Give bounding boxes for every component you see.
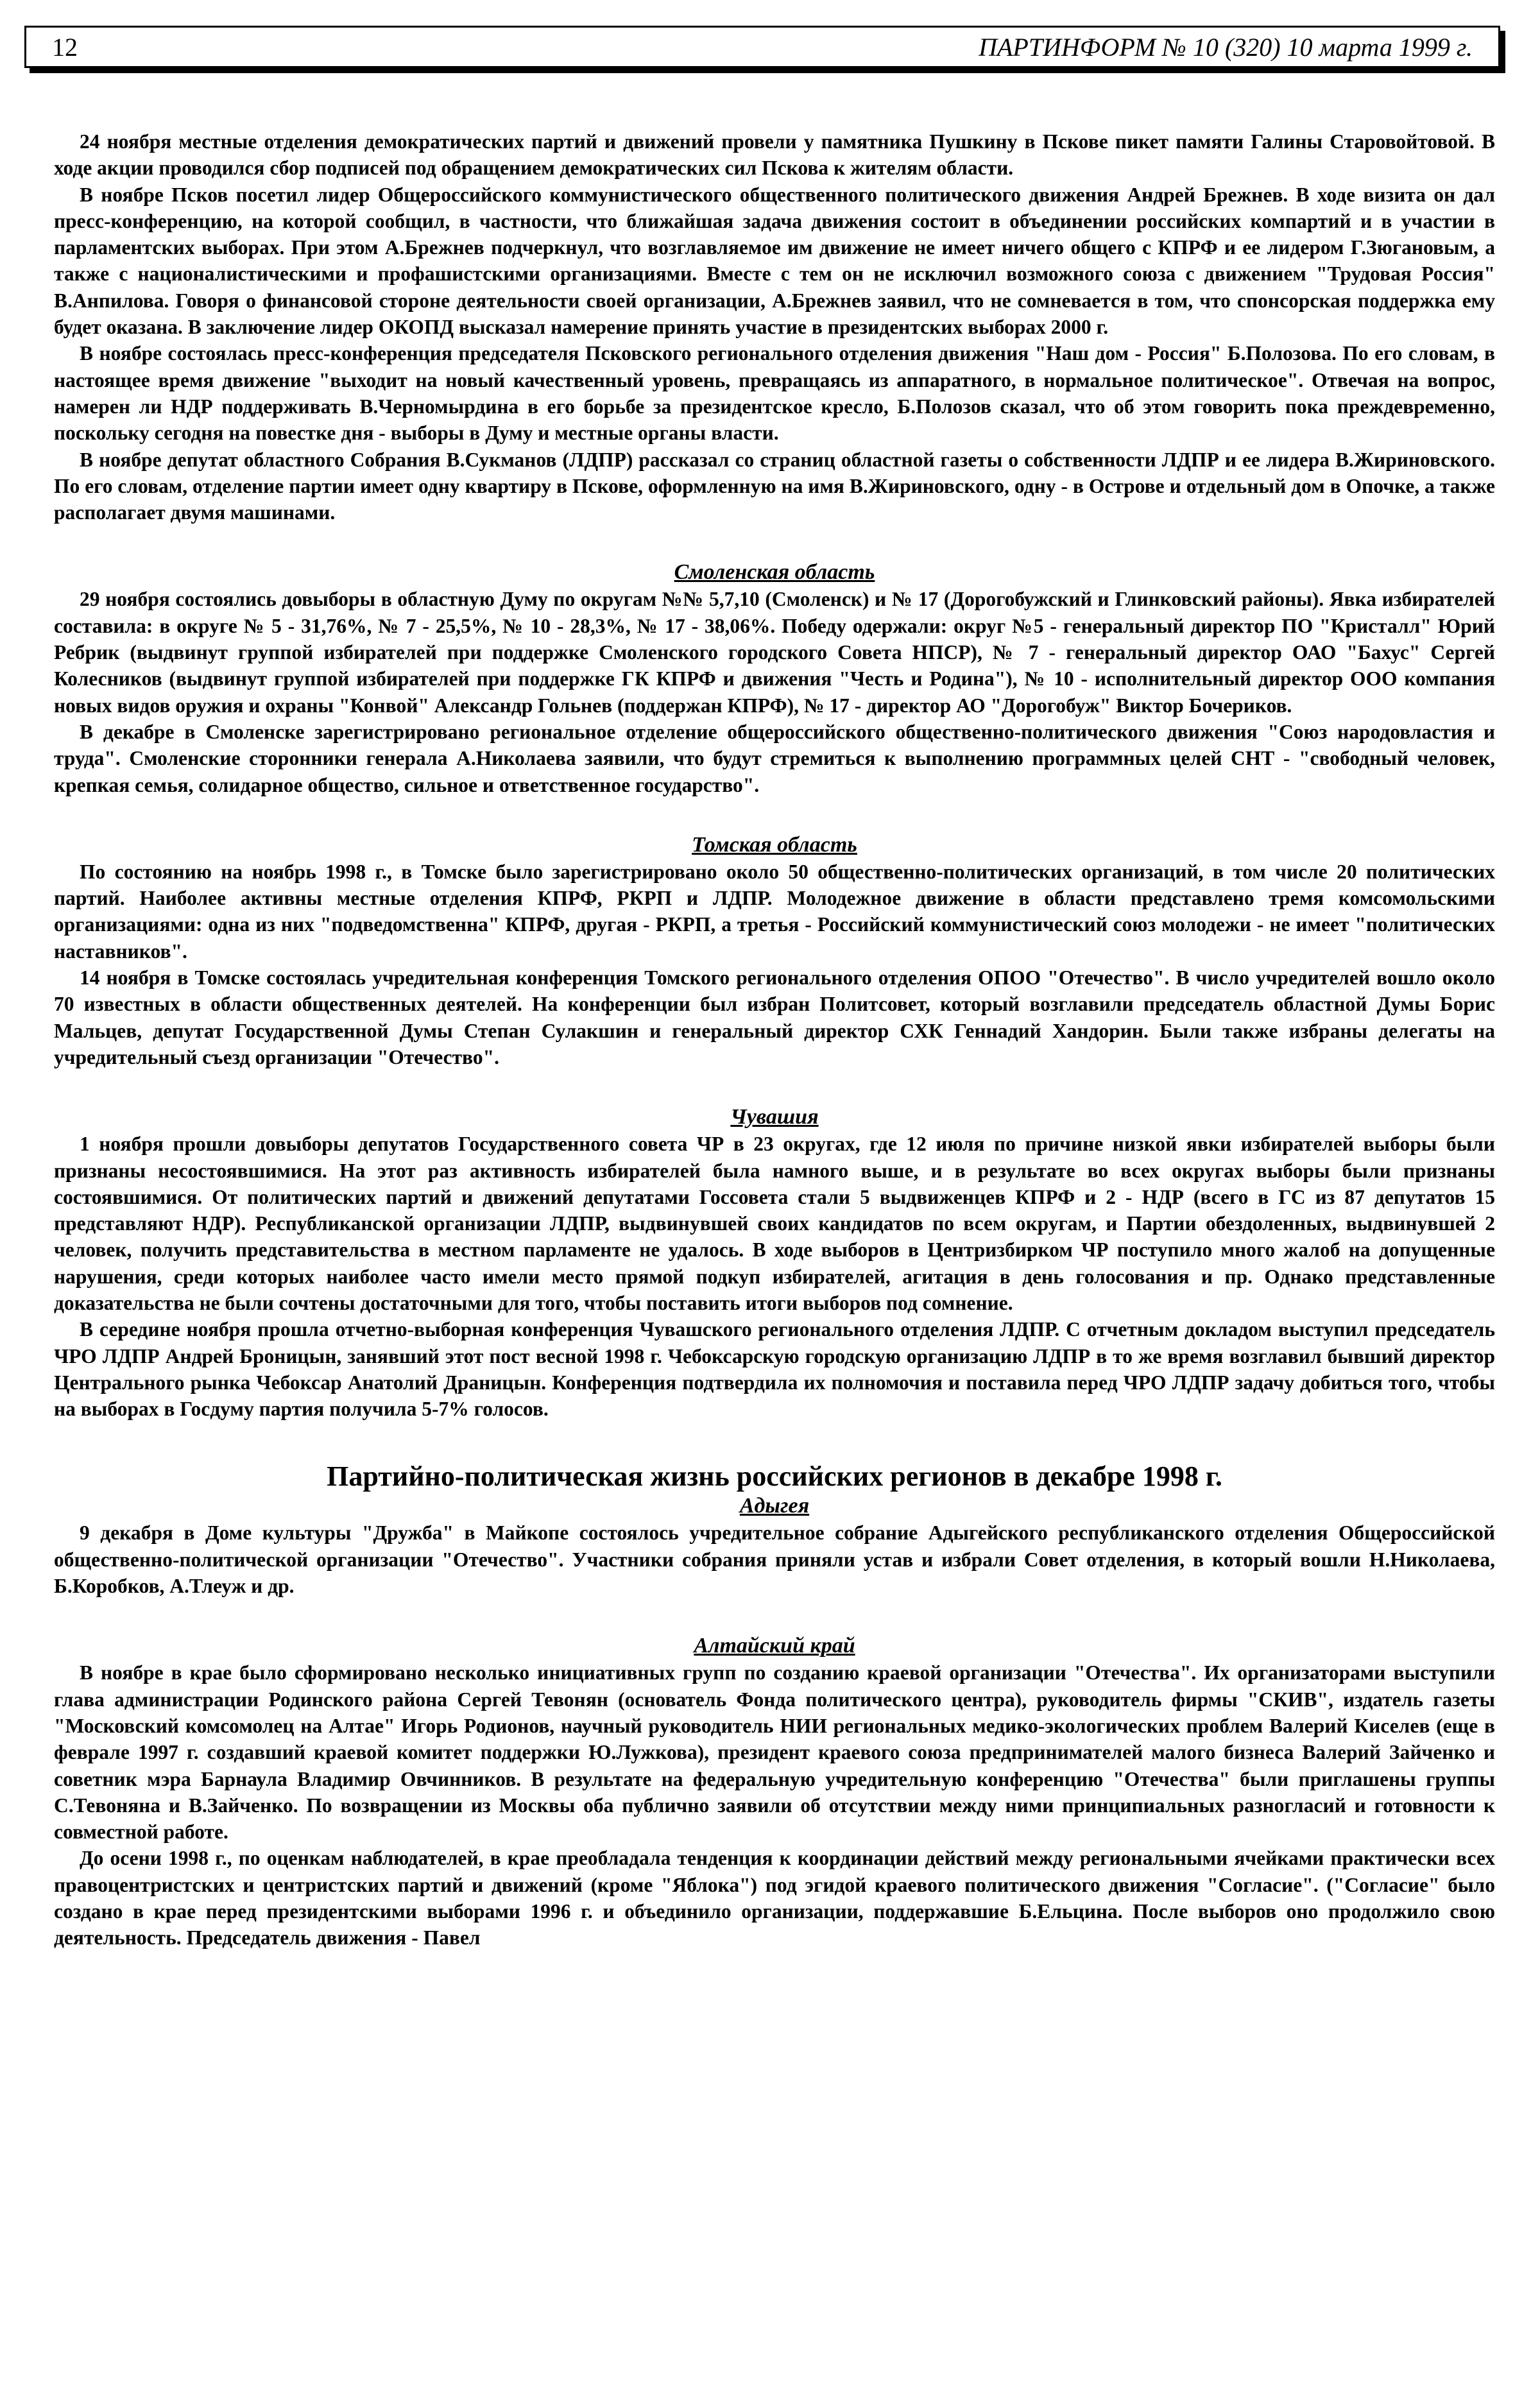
paragraph: 14 ноября в Томске состоялась учредительная конференция Томского регионального отделения ОПОО "Отечество". В число учредителей вошло около 70 известных в области общественных деятелей. На конференции был избран Политсовет, который возглавили председатель областной Думы Борис Мальцев, депутат Государственной Думы Степан Сулакшин и генеральный директор СХК Геннадий Хандорин. Были также избраны делегаты на учредительный съезд организации "Отечество". [54, 966, 1495, 1068]
article-body [54, 128, 1495, 1951]
paragraph: В декабре в Смоленске зарегистрировано региональное отделение общероссийского общественно-политического движения "Союз народовластия и труда". Смоленские сторонники генерала А.Николаева заявили, что будут стремиться к выполнению программных целей СНТ - "свободный человек, крепкая семья, солидарное общество, сильное и ответственное государство". [54, 720, 1495, 796]
paragraph: По состоянию на ноябрь 1998 г., в Томске было зарегистрировано около 50 общественно-политических организаций, в том числе 20 политических партий. Наиболее активны местные отделения КПРФ, РКРП и ЛДПР. Молодежное движение в области представлено тремя комсомольскими организациями: одна из них "подведомственна" КПРФ, другая - РКРП, а третья - Российский коммунистический союз молодежи - не имеет "политических наставников". [54, 860, 1495, 963]
paragraph: 1 ноября прошли довыборы депутатов Государственного совета ЧР в 23 округах, где 12 июля по причине низкой явки избирателей выборы были признаны несостоявшимися. На этот раз активность избирателей была намного выше, и в результате во всех округах выборы были признаны состоявшимися. От политических партий и движений депутатами Госсовета стали 5 выдвиженцев КПРФ и 2 - НДР (всего в ГС из 87 депутатов 15 представляют НДР). Республиканской организации ЛДПР, выдвинувшей своих кандидатов по всем округам, и Партии обездоленных, выдвинувшей 2 человек, получить представительства в местном парламенте не удалось. В ходе выборов в Центризбирком ЧР поступило много жалоб на допущенные нарушения, среди которых наиболее часто имели место прямой подкуп избирателей, агитация в день голосования и пр. Однако представленные доказательства не были сочтены достаточными для того, чтобы поставить итоги выборов под сомнение. [54, 1133, 1495, 1314]
paragraph: В ноябре Псков посетил лидер Общероссийского коммунистического общественного политического движения Андрей Брежнев. В ходе визита он дал пресс-конференцию, на которой сообщил, в частности, что ближайшая задача движения состоит в объединении российских компартий и в участии в парламентских выборах. При этом А.Брежнев подчеркнул, что возглавляемое им движение не имеет ничего общего с КПРФ и ее лидером Г.Зюгановым, а также с националистическими и профашистскими организациями. Вместе с тем он не исключил возможного союза с движением "Трудовая Россия" В.Анпилова. Говоря о финансовой стороне деятельности своей организации, А.Брежнев заявил, что не сомневается в том, что спонсорская поддержка ему будет оказана. В заключение лидер ОКОПД высказал намерение принять участие в президентских выборах 2000 г. [54, 183, 1495, 339]
paragraph: 24 ноября местные отделения демократических партий и движений провели у памятника Пушкину в Пскове пикет памяти Галины Старовойтовой. В ходе акции проводился сбор подписей под обращением демократических сил Пскова к жителям области. [54, 130, 1495, 180]
paragraph: В середине ноября прошла отчетно-выборная конференция Чувашского регионального отделения ЛДПР. С отчетным докладом выступил председатель ЧРО ЛДПР Андрей Броницын, занявший этот пост весной 1998 г. Чебоксарскую городскую организацию ЛДПР в то же время возглавил бывший директор Центрального рынка Чебоксар Анатолий Драницын. Конференция подтвердила их полномочия и поставила перед ЧРО ЛДПР задачу добиться того, чтобы на выборах в Госдуму партия получила 5-7% голосов. [54, 1318, 1495, 1421]
section-heading-altai: Алтайский край [694, 1634, 855, 1658]
paragraph: 9 декабря в Доме культуры "Дружба" в Майкопе состоялось учредительное собрание Адыгейского республиканского отделения Общероссийской общественно-политической организации "Отечество". Участники собрания приняли устав и избрали Совет отделения, в который вошли Н.Николаева, Б.Коробков, А.Тлеуж и др. [54, 1521, 1495, 1598]
paragraph: В ноябре в крае было сформировано несколько инициативных групп по созданию краевой организации "Отечества". Их организаторами выступили глава администрации Родинского района Сергей Тевонян (основатель Фонда политического центра), руководитель фирмы "СКИВ", издатель газеты "Московский комсомолец на Алтае" Игорь Родионов, научный руководитель НИИ региональных медико-экологических проблем Валерий Киселев (еще в феврале 1997 г. создавший краевой комитет поддержки Ю.Лужкова), президент краевого союза предпринимателей малого бизнеса Валерий Зайченко и советник мэра Барнаула Владимир Овчинников. В результате на федеральную учредительную конференцию "Отечества" были приглашены группы С.Тевоняна и В.Зайченко. По возвращении из Москвы оба публично заявили об отсутствии между ними принципиальных разногласий и готовности к совместной работе. [54, 1661, 1495, 1844]
paragraph: До осени 1998 г., по оценкам наблюдателей, в крае преобладала тенденция к координации действий между региональными ячейками практически всех правоцентристских и центристских партий и движений (кроме "Яблока") под эгидой краевого политического движения "Согласие". ("Согласие" было создано в крае перед президентскими выборами 1996 г. и объединило организации, поддержавшие Б.Ельцина. После выборов оно продолжило свою деятельность. Председатель движения - Павел [54, 1847, 1495, 1949]
paragraph: В ноябре депутат областного Собрания В.Сукманов (ЛДПР) рассказал со страниц областной газеты о собственности ЛДПР и ее лидера В.Жириновского. По его словам, отделение партии имеет одну квартиру в Пскове, оформленную на имя В.Жириновского, одну - в Острове и отдельный дом в Опочке, а также располагает двумя машинами. [54, 448, 1495, 524]
page-number: 12 [52, 32, 78, 62]
paragraph: 29 ноября состоялись довыборы в областную Думу по округам №№ 5,7,10 (Смоленск) и № 17 (Дорогобужский и Глинковский районы). Явка избирателей составила: в округе № 5 - 31,76%, № 7 - 25,5%, № 10 - 28,3%, № 17 - 38,06%. Победу одержали: округ №5 - генеральный директор ПО "Кристалл" Юрий Ребрик (выдвинут группой избирателей при поддержке Смоленского городского Совета НПСР), № 7 - генеральный директор ОАО "Бахус" Сергей Колесников (выдвинут группой избирателей при поддержке ГК КПРФ и движения "Честь и Родина"), № 10 - исполнительный директор ООО компания новых видов оружия и охраны "Конвой" Александр Гольнев (поддержан КПРФ), № 17 - директор АО "Дорогобуж" Виктор Бочериков. [54, 588, 1495, 717]
section-heading-adygea: Адыгея [739, 1494, 810, 1518]
section-heading-smolensk: Смоленская область [674, 560, 875, 585]
main-heading: Партийно-политическая жизнь российских регионов в декабре 1998 г. [327, 1461, 1222, 1493]
paragraph: В ноябре состоялась пресс-конференция председателя Псковского регионального отделения движения "Наш дом - Россия" Б.Полозова. По его словам, в настоящее время движение "выходит на новый качественный уровень, превращаясь из аппаратного, в нормальное политическое". Отвечая на вопрос, намерен ли НДР поддерживать В.Черномырдина в его борьбе за президентское кресло, Б.Полозов сказал, что об этом говорить пока преждевременно, поскольку сегодня на повестке дня - выборы в Думу и местные органы власти. [54, 342, 1495, 445]
publication-title: ПАРТИНФОРМ № 10 (320) 10 марта 1999 г. [979, 32, 1473, 62]
section-heading-tomsk: Томская область [692, 832, 857, 857]
page-header [24, 26, 1500, 68]
section-heading-chuvashia: Чувашия [730, 1105, 819, 1129]
